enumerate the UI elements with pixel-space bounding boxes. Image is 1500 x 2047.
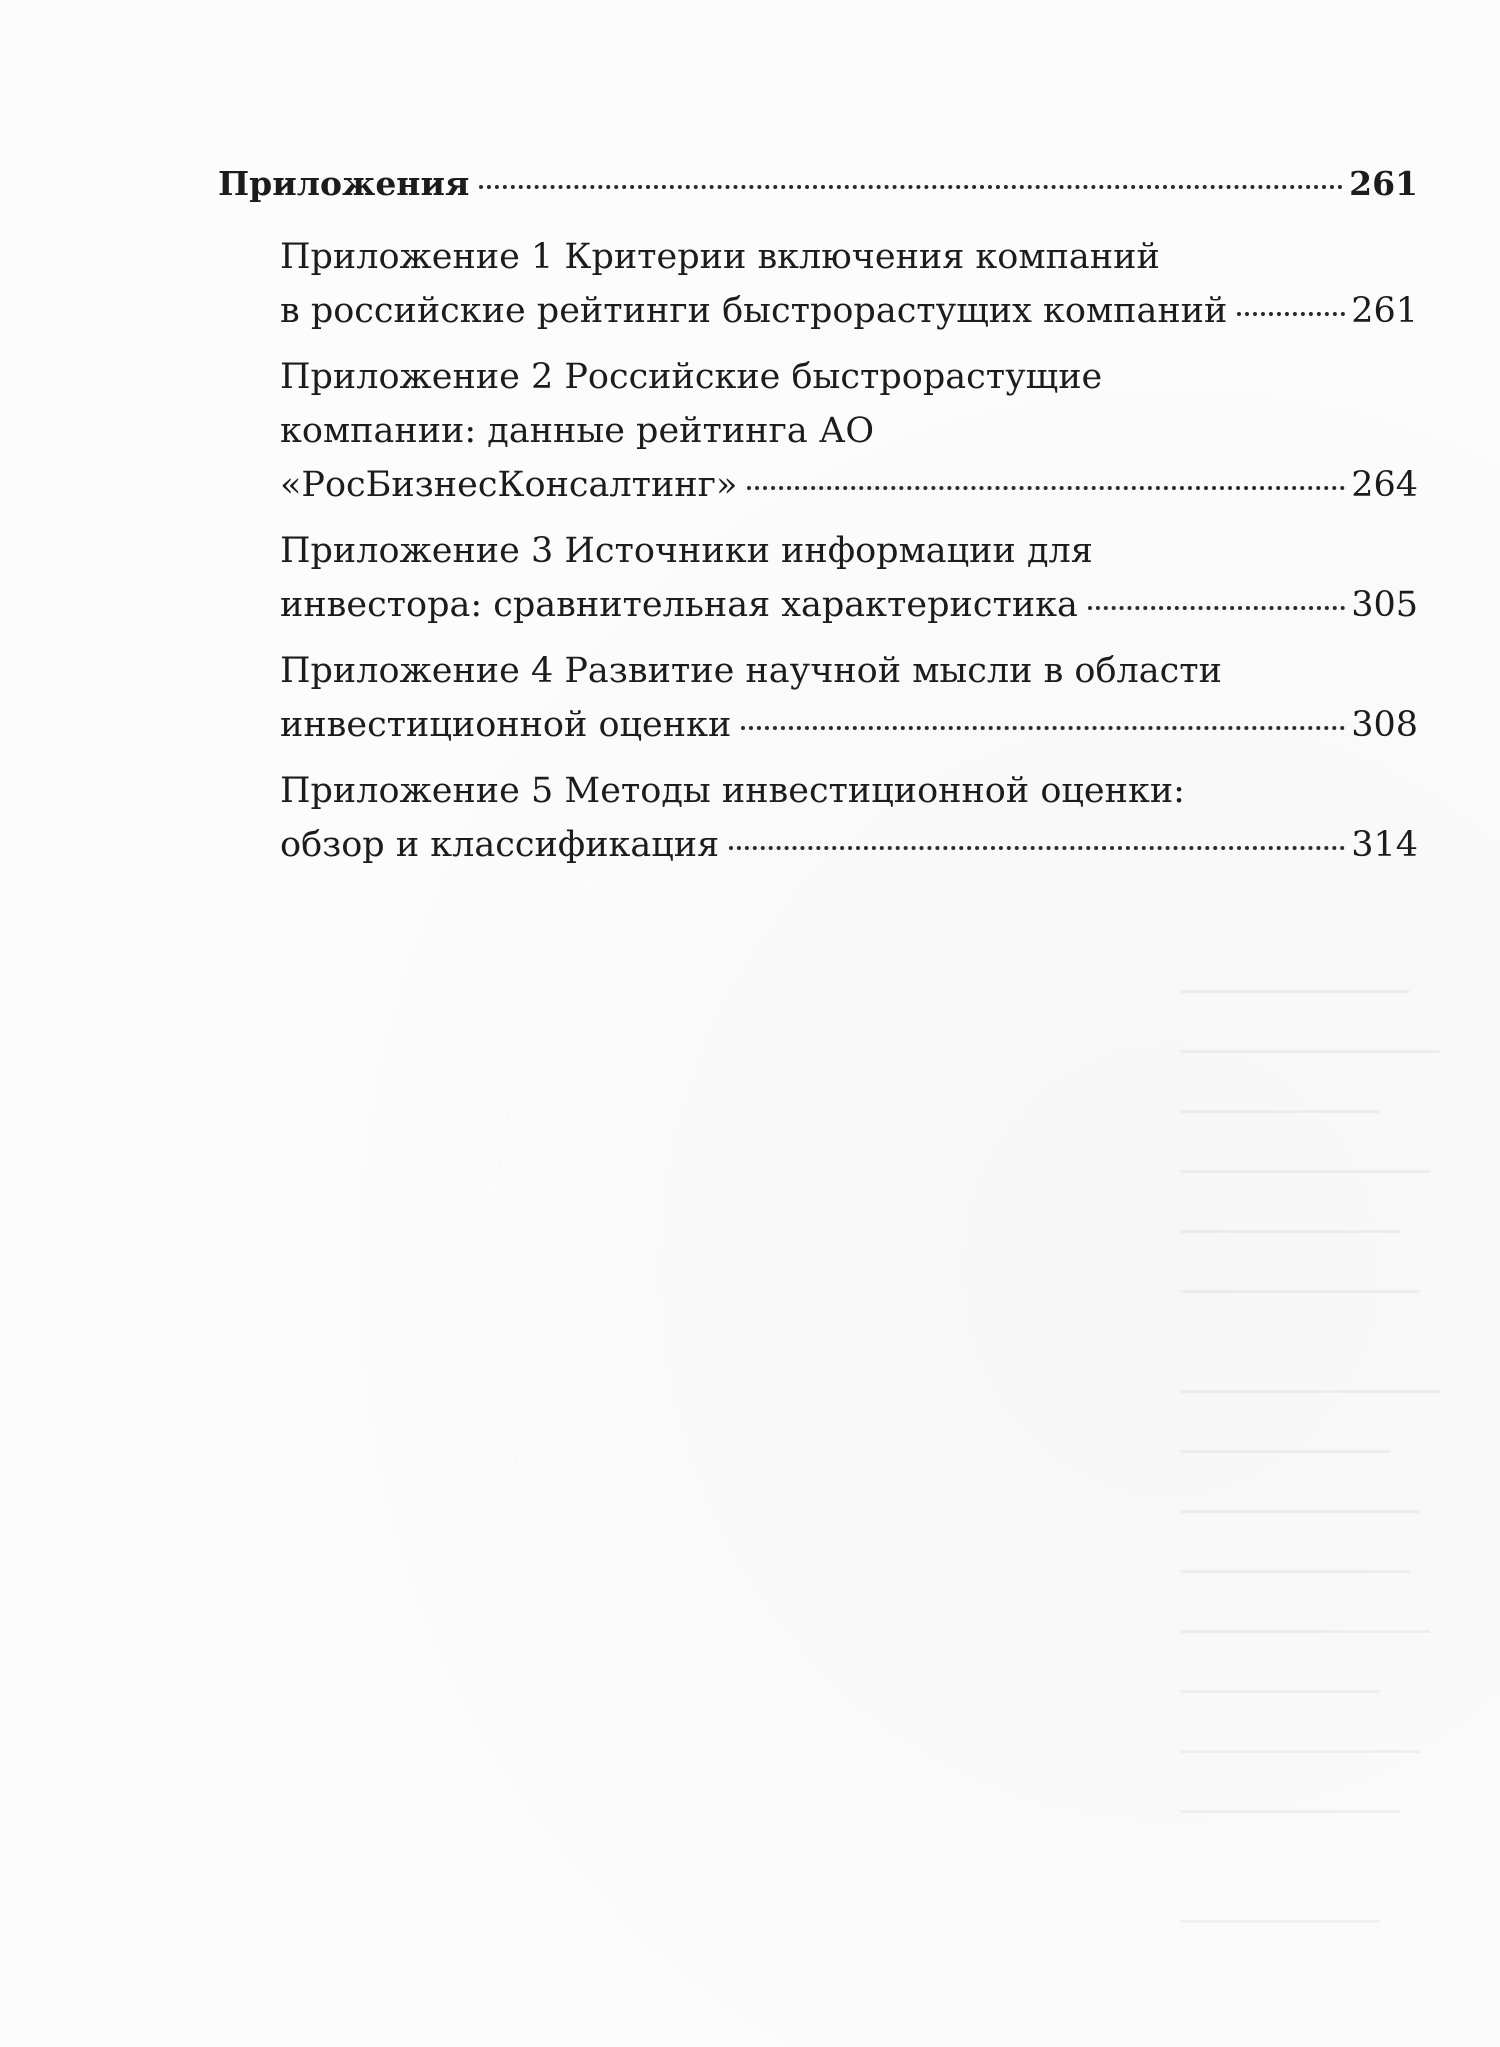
show-through-mark [1180, 1170, 1430, 1173]
entry-page-number: 314 [1351, 825, 1418, 865]
show-through-mark [1180, 1050, 1440, 1053]
entry-title-line: Приложение 5 Методы инвестиционной оценки: [280, 771, 1185, 811]
entry-title-line: обзор и классификация [280, 825, 720, 865]
dot-leader [479, 185, 1343, 189]
dot-leader [729, 846, 1345, 850]
show-through-mark [1180, 1570, 1410, 1573]
entry-title-line: инвестиционной оценки [280, 705, 732, 745]
entry-title-line: инвестора: сравнительная характеристика [280, 585, 1078, 625]
entry-page-number: 264 [1351, 465, 1418, 505]
section-title: Приложения [218, 164, 470, 203]
entry-title-line: Приложение 2 Российские быстрорастущие [280, 357, 1103, 397]
table-of-contents [218, 160, 1418, 884]
show-through-mark [1180, 1750, 1420, 1753]
show-through-mark [1180, 1390, 1440, 1393]
show-through-mark [1180, 1510, 1420, 1513]
entry-title-line: в российские рейтинги быстрорастущих компаний [280, 291, 1228, 331]
show-through-mark [1180, 1630, 1430, 1633]
toc-entry-appendix-1[interactable] [280, 230, 1418, 338]
entry-title-line: Приложение 4 Развитие научной мысли в области [280, 651, 1222, 691]
show-through-mark [1180, 990, 1410, 993]
show-through-mark [1180, 1690, 1380, 1693]
section-page-number: 261 [1349, 164, 1418, 203]
toc-entry-appendix-4[interactable] [280, 644, 1418, 752]
entry-page-number: 305 [1351, 585, 1418, 625]
entry-title-line: Приложение 3 Источники информации для [280, 531, 1093, 571]
dot-leader [741, 726, 1345, 730]
toc-section-heading[interactable] [218, 160, 1418, 208]
entry-title-line: «РосБизнесКонсалтинг» [280, 465, 738, 505]
entry-title-line: компании: данные рейтинга АО [280, 411, 875, 451]
toc-entry-appendix-3[interactable] [280, 524, 1418, 632]
show-through-mark [1180, 1450, 1390, 1453]
entry-title-line: Приложение 1 Критерии включения компаний [280, 237, 1160, 277]
show-through-mark [1180, 1810, 1400, 1813]
entry-page-number: 308 [1351, 705, 1418, 745]
show-through-mark [1180, 1920, 1380, 1923]
toc-entry-appendix-2[interactable] [280, 350, 1418, 512]
show-through-mark [1180, 1290, 1420, 1293]
dot-leader [747, 486, 1345, 490]
show-through-mark [1180, 1230, 1400, 1233]
dot-leader [1237, 312, 1345, 316]
show-through-mark [1180, 1110, 1380, 1113]
entry-page-number: 261 [1351, 291, 1418, 331]
dot-leader [1088, 606, 1345, 610]
toc-entry-appendix-5[interactable] [280, 764, 1418, 872]
